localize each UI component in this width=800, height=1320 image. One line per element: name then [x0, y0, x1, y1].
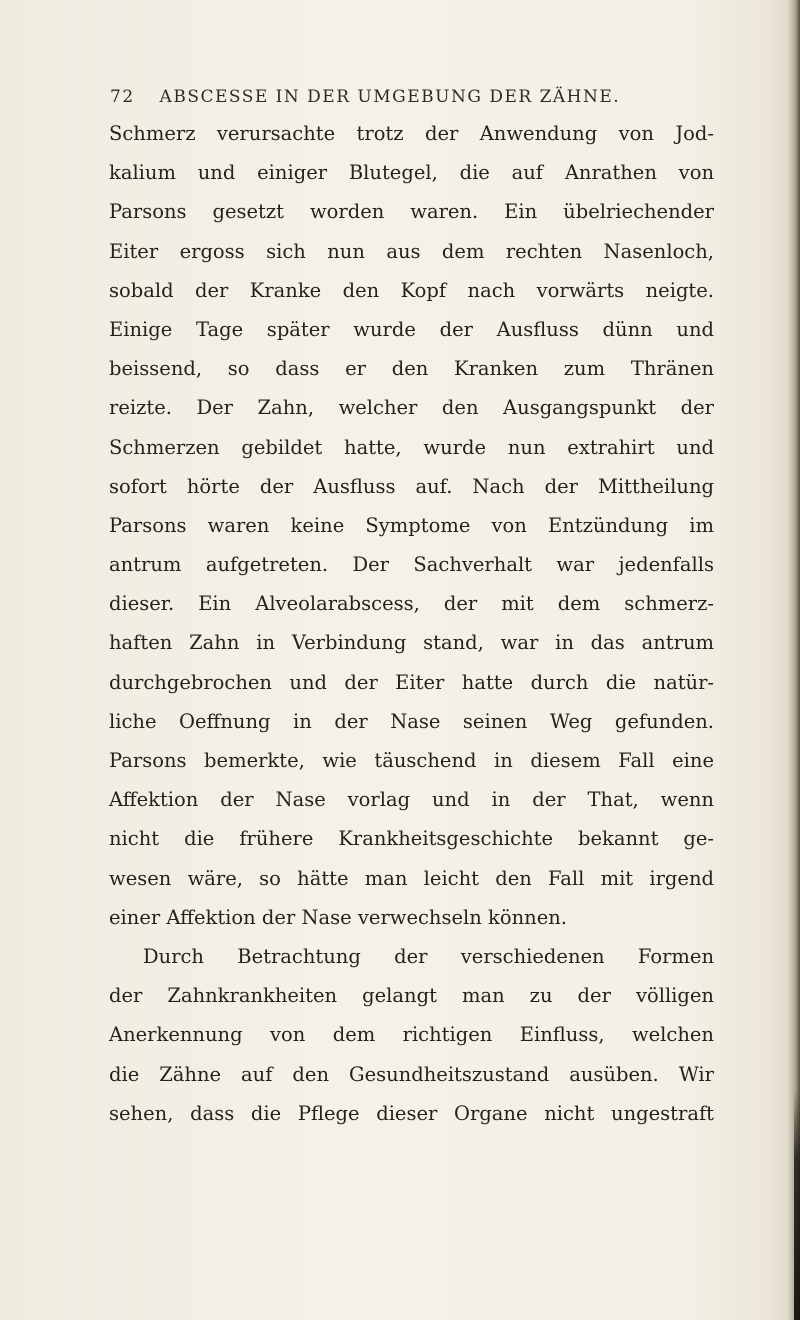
- text-line: durchgebrochen und der Eiter hatte durch die natür-: [109, 670, 714, 694]
- running-head: [110, 87, 710, 107]
- running-title: ABSCESSE IN DER UMGEBUNG DER ZÄHNE.: [159, 87, 621, 107]
- body-text: [109, 114, 714, 1133]
- text-line: Einige Tage später wurde der Ausfluss dünn und: [109, 317, 714, 341]
- text-line: Affektion der Nase vorlag und in der That, wenn: [109, 788, 714, 812]
- text-line: wesen wäre, so hätte man leicht den Fall mit irgend: [109, 866, 714, 890]
- page-number: 72: [110, 87, 135, 107]
- text-line: Eiter ergoss sich nun aus dem rechten Nasenloch,: [109, 239, 714, 263]
- text-line: Anerkennung von dem richtigen Einfluss, welchen: [109, 1023, 714, 1047]
- text-line: Parsons bemerkte, wie täuschend in diesem Fall eine: [109, 749, 714, 772]
- paragraph-end-line: einer Affektion der Nase verwechseln können.: [109, 905, 567, 929]
- text-line: Schmerzen gebildet hatte, wurde nun extrahirt und: [109, 435, 714, 459]
- text-line: sobald der Kranke den Kopf nach vorwärts neigte.: [109, 278, 714, 302]
- text-line: haften Zahn in Verbindung stand, war in das antrum: [109, 631, 714, 655]
- text-line: nicht die frühere Krankheitsgeschichte bekannt ge-: [109, 827, 714, 851]
- text-line: kalium und einiger Blutegel, die auf Anrathen von: [109, 161, 714, 185]
- page-edge-dark: [794, 1090, 800, 1320]
- text-line: Parsons waren keine Symptome von Entzündung im: [109, 513, 714, 537]
- text-line: Schmerz verursachte trotz der Anwendung von Jod-: [109, 122, 714, 145]
- text-line: reizte. Der Zahn, welcher den Ausgangspunkt der: [109, 396, 714, 420]
- text-line: die Zähne auf den Gesundheitszustand ausüben. Wir: [109, 1062, 714, 1086]
- text-line: der Zahnkrankheiten gelangt man zu der völligen: [109, 984, 714, 1008]
- text-line: beissend, so dass er den Kranken zum Thränen: [109, 357, 714, 381]
- paragraph-start-line: Durch Betrachtung der verschiedenen Formen: [143, 944, 714, 968]
- text-line: dieser. Ein Alveolarabscess, der mit dem schmerz-: [109, 592, 714, 616]
- text-line: sehen, dass die Pflege dieser Organe nicht ungestraft: [109, 1101, 714, 1125]
- text-line: sofort hörte der Ausfluss auf. Nach der Mittheilung: [109, 474, 714, 498]
- text-line: Parsons gesetzt worden waren. Ein übelriechender: [109, 200, 714, 224]
- text-line: liche Oeffnung in der Nase seinen Weg gefunden.: [109, 709, 714, 733]
- text-line: antrum aufgetreten. Der Sachverhalt war jedenfalls: [109, 553, 714, 577]
